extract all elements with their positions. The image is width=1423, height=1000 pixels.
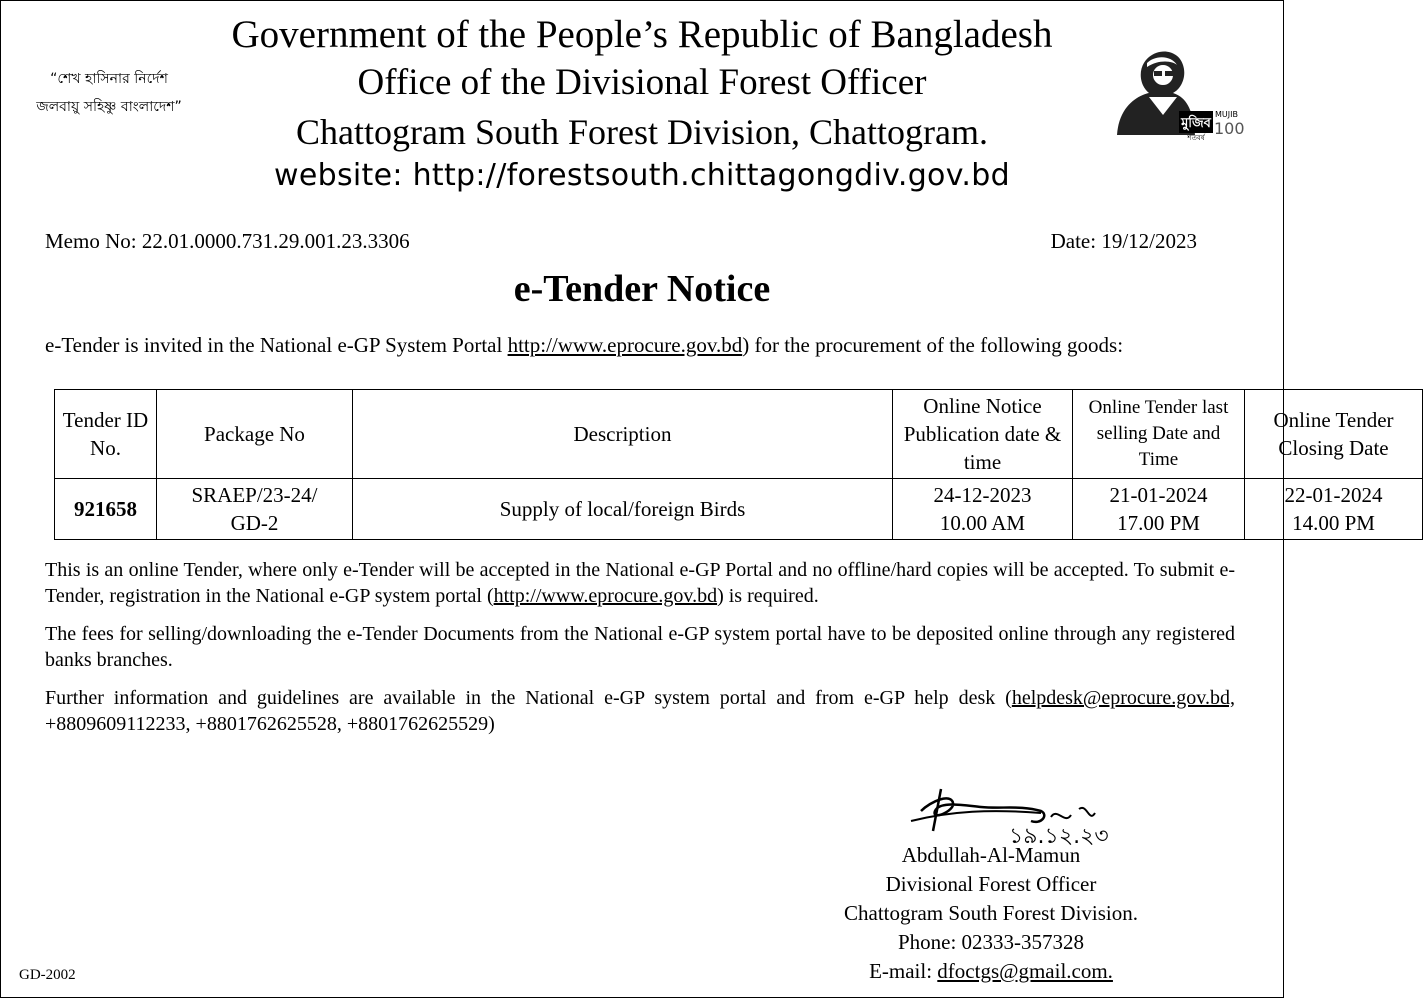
footer-code: GD-2002 xyxy=(19,967,76,983)
table-header-row xyxy=(55,390,1423,479)
header-closing: Online Tender Closing Date xyxy=(1245,390,1423,479)
memo-date: Date: 19/12/2023 xyxy=(1050,229,1197,253)
publication-date: 24-12-2023 xyxy=(933,483,1032,507)
signatory-email xyxy=(791,957,1191,986)
signatory-designation: Divisional Forest Officer xyxy=(885,872,1097,896)
fees-paragraph: The fees for selling/downloading the e-Tender Documents from the National e-GP system portal have to be deposited online through any registered banks branches. xyxy=(45,623,1235,671)
website[interactable]: website: http://forestsouth.chittagongdiv.gov.bd xyxy=(274,158,1010,193)
package-line-2: GD-2 xyxy=(230,511,279,535)
memo-number: Memo No: 22.01.0000.731.29.001.23.3306 xyxy=(45,229,410,253)
p1-eprocure-link[interactable]: http://www.eprocure.gov.bd xyxy=(493,585,718,607)
signature-block xyxy=(791,841,1191,986)
closing-date: 22-01-2024 xyxy=(1284,483,1383,507)
header-publication: Online Notice Publication date & time xyxy=(893,390,1073,479)
logo-sub-text: শতবর্ষ xyxy=(1187,134,1205,142)
division-name: Chattogram South Forest Division, Chattogram. xyxy=(296,112,988,152)
notice-title: e-Tender Notice xyxy=(513,268,771,310)
intro-text: e-Tender is invited in the National e-GP System Portal xyxy=(45,333,503,357)
email-label: E-mail: xyxy=(869,959,933,983)
memo-row xyxy=(45,229,1197,254)
header-description: Description xyxy=(353,390,893,479)
mujib-100-logo xyxy=(1109,45,1245,142)
table-row xyxy=(55,479,1423,540)
p3-text: Further information and guidelines are available in the National e-GP system portal and from e-GP help desk ( xyxy=(45,687,1012,709)
signatory-phone: Phone: 02333-357328 xyxy=(897,930,1085,954)
logo-en-text: MUJIB xyxy=(1215,110,1238,119)
office-name: Office of the Divisional Forest Officer xyxy=(357,62,927,103)
portrait-icon xyxy=(1109,45,1245,142)
cell-last-selling xyxy=(1073,479,1245,540)
intro-paragraph xyxy=(45,331,1235,360)
p3-text-end: +8809609112233, +8801762625528, +8801762625529) xyxy=(45,713,495,735)
selling-time: 17.00 PM xyxy=(1117,511,1200,535)
intro-text-end: ) for the procurement of the following goods: xyxy=(742,333,1124,357)
publication-time: 10.00 AM xyxy=(939,511,1026,535)
eprocure-link[interactable]: http://www.eprocure.gov.bd xyxy=(507,333,743,357)
government-name: Government of the People’s Republic of Bangladesh xyxy=(231,13,1053,56)
motto-line-2: জলবায়ু সহিষ্ণু বাংলাদেশ” xyxy=(36,99,182,115)
cell-publication xyxy=(893,479,1073,540)
cell-description: Supply of local/foreign Birds xyxy=(353,479,893,540)
tender-table xyxy=(54,389,1423,540)
header-package-no: Package No xyxy=(157,390,353,479)
online-tender-paragraph xyxy=(45,557,1235,609)
selling-date: 21-01-2024 xyxy=(1109,483,1208,507)
signatory-name: Abdullah-Al-Mamun xyxy=(901,843,1081,867)
header-last-selling: Online Tender last selling Date and Time xyxy=(1073,390,1245,479)
handwritten-date: ১৯.১২.২৩ xyxy=(1009,824,1109,849)
logo-bn-text: মুজিব xyxy=(1181,116,1211,131)
helpdesk-paragraph xyxy=(45,685,1235,737)
header-tender-id: Tender ID No. xyxy=(55,390,157,479)
signatory-division: Chattogram South Forest Division. xyxy=(844,901,1138,925)
p1-text-end: ) is required. xyxy=(717,585,819,607)
package-line-1: SRAEP/23-24/ xyxy=(191,483,318,507)
motto xyxy=(9,65,209,121)
motto-line-1: “শেখ হাসিনার নির্দেশ xyxy=(50,71,168,87)
cell-package-no xyxy=(157,479,353,540)
cell-closing xyxy=(1245,479,1423,540)
letterhead xyxy=(191,11,1093,195)
cell-tender-id: 921658 xyxy=(55,479,157,540)
logo-number: 100 xyxy=(1214,119,1245,138)
closing-time: 14.00 PM xyxy=(1292,511,1375,535)
helpdesk-email-link[interactable]: helpdesk@eprocure.gov.bd, xyxy=(1011,687,1235,709)
email-link[interactable]: dfoctgs@gmail.com. xyxy=(937,959,1113,983)
p1-text: This is an online Tender, where only e-Tender will be accepted in the National e-GP Portal and no offline/hard copies will be accepted. To submit e-Tender, registration in the National e-GP system portal ( xyxy=(45,559,1235,607)
